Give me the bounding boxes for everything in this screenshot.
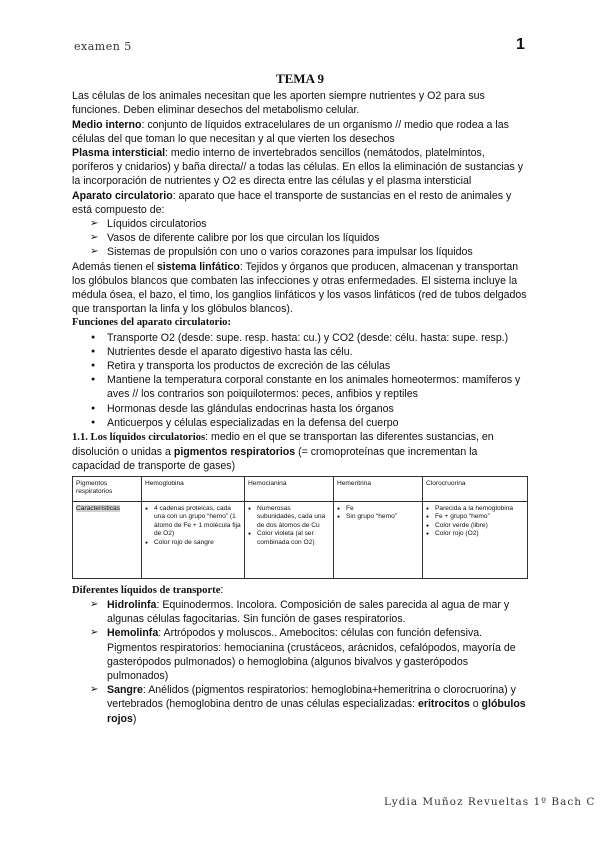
table-header: Hemoglobina [142, 476, 245, 501]
term-linfatico: sistema linfático [156, 260, 240, 273]
list-item: ● Mantiene la temperatura corporal constante en los animales homeotermos: mamíferos y aves // los contrarios son poiquilotermos: peces, anfibios y reptiles [72, 373, 528, 401]
cell-item: ● Color violeta (al ser combinada con O2) [248, 530, 330, 547]
tipos-heading-line: Diferentes líquidos de transporte: [72, 583, 224, 596]
term-eritrocitos: eritrocitos [417, 698, 470, 711]
term-medio-interno: Medio interno [72, 118, 142, 131]
term-plasma: Plasma intersticial [72, 147, 166, 160]
document-body [72, 72, 528, 726]
cell-item: ● Color rojo (O2) [426, 530, 524, 539]
table-cell [334, 501, 423, 578]
list-item: ➢ Sistemas de propulsión con uno o varios corazones para impulsar los líquidos [72, 245, 528, 259]
funciones-list [72, 331, 528, 430]
table-row [73, 501, 528, 578]
list-item: ● Anticuerpos y células especializadas en la defensa del cuerpo [72, 416, 528, 430]
table-cell [245, 501, 334, 578]
term-aparato: Aparato circulatorio [72, 189, 173, 202]
term-hidrolinfa: Hidrolinfa [107, 598, 157, 611]
term-liquidos: 1.1. Los líquidos circulatorios [72, 432, 206, 444]
liquidos-text1: : medio en el que se transportan las diferentes sustancias, en disolución o unidas a [72, 431, 494, 459]
tipos-heading: Diferentes líquidos de transporte [72, 584, 221, 596]
page-number: 1 [516, 36, 525, 53]
tipos-list [72, 598, 528, 726]
hemolinfa-text: : Artrópodos y moluscos.. Amebocitos: células con función defensiva. Pigmentos respiratorios: hemocianina (crustáceos, arácnidos, cefalópodos, mayoría de gasterópodos pulmonados) o hemoglobina (algunos bivalvos y gasterópodos pulmonados) [107, 627, 516, 682]
list-item: ➢ Líquidos circulatorios [72, 217, 528, 231]
cell-item: ● Numerosas subunidades, cada una de dos átomos de Cu [248, 505, 330, 531]
plasma-paragraph [72, 146, 528, 189]
table-header: Clorocruorina [423, 476, 528, 501]
cell-item: ● Fe [337, 505, 419, 514]
list-item: ● Transporte O2 (desde: supe. resp. hasta: cu.) y CO2 (desde: célu. hasta: supe. resp.) [72, 331, 528, 345]
cell-item: ● Color verde (libre) [426, 522, 524, 531]
cell-item: ● Fe + grupo “hemo” [426, 513, 524, 522]
cell-item: ● 4 cadenas proteicas, cada una con un grupo “hemo” (1 átomo de Fe + 1 molécula fija de O2) [145, 505, 241, 539]
aparato-paragraph [72, 189, 528, 217]
table-header: Pigmentos respiratorios [73, 476, 142, 501]
list-item [72, 683, 528, 726]
table-header: Hemocianina [245, 476, 334, 501]
liquidos-paragraph [72, 430, 528, 474]
list-item: ● Hormonas desde las glándulas endocrinas hasta los órganos [72, 402, 528, 416]
cell-item: ● Color rojo de sangre [145, 539, 241, 548]
row-label-text: Características [76, 504, 120, 512]
list-item [72, 626, 528, 683]
aparato-list [72, 217, 528, 260]
linfatico-pre: Además tienen el [72, 260, 157, 273]
table-header: Hemeritrina [334, 476, 423, 501]
table-row-label [73, 501, 142, 578]
table-cell [142, 501, 245, 578]
list-item: ➢ Vasos de diferente calibre por los que circulan los líquidos [72, 231, 528, 245]
pigments-table [72, 476, 528, 579]
term-pigmentos: pigmentos respiratorios [173, 446, 296, 459]
term-sangre: Sangre [107, 684, 143, 697]
page-title: TEMA 9 [275, 71, 325, 86]
intro-paragraph: Las células de los animales necesitan que les aporten siempre nutrientes y O2 para sus funciones. Deben eliminar desechos del metabolismo celular. [72, 90, 485, 117]
plasma-text: : medio interno de invertebrados sencillos (nemátodos, platelmintos, poríferos y cnidarios) y baña directa// a todas las células. En ellos la eliminación de sustancias y la incorporación de nutrientes y O2 es directa entre las células y el plasma intersticial [72, 147, 524, 188]
list-item [72, 598, 528, 626]
sangre-end: ) [132, 712, 137, 725]
sangre-mid: o [469, 698, 482, 711]
list-item: ● Nutrientes desde el aparato digestivo hasta las célu. [72, 345, 528, 359]
list-item: ● Retira y transporta los productos de excreción de las células [72, 359, 528, 373]
sangre-text: : Anélidos (pigmentos respiratorios: hemoglobina+hemeritrina o clorocruorina) y vertebrados (hemoglobina dentro de unas células especializadas: [107, 684, 516, 711]
term-globulos-rojos: glóbulos rojos [107, 698, 526, 725]
liquidos-text2: (= cromoproteínas que incrementan la capacidad de transporte de gases) [72, 446, 478, 473]
aparato-text: : aparato que hace el transporte de sustancias en el resto de animales y está compuesto de: [72, 189, 512, 216]
table-header-row [73, 476, 528, 501]
header-title: examen 5 [74, 40, 132, 53]
term-hemolinfa: Hemolinfa [107, 627, 159, 640]
footer-author: Lydia Muñoz Revueltas 1º Bach C [384, 796, 596, 808]
linfatico-text: : Tejidos y órganos que producen, almacenan y transportan los glóbulos blancos que combaten las infecciones y otras enfermedades. El sistema incluye la médula ósea, el bazo, el timo, los ganglios linfáticos y los vasos linfáticos (red de tubos delgados que transportan la linfa y los glóbulos blancos). [72, 260, 527, 316]
cell-item: ● Parecida a la hemoglobina [426, 505, 524, 514]
medio-interno-text: : conjunto de líquidos extracelulares de un organismo // medio que rodea a las células del que toman lo que necesitan y al que vierten los desechos [72, 118, 509, 145]
medio-interno-paragraph [72, 118, 528, 146]
cell-item: ● Sin grupo “hemo” [337, 513, 419, 522]
funciones-heading: Funciones del aparato circulatorio: [72, 317, 231, 329]
hidrolinfa-text: : Equinodermos. Incolora. Composición de sales parecida al agua de mar y algunas células fagocitarias. Sin función de gases respiratorios. [107, 598, 510, 626]
linfatico-paragraph [72, 260, 528, 317]
table-cell [423, 501, 528, 578]
